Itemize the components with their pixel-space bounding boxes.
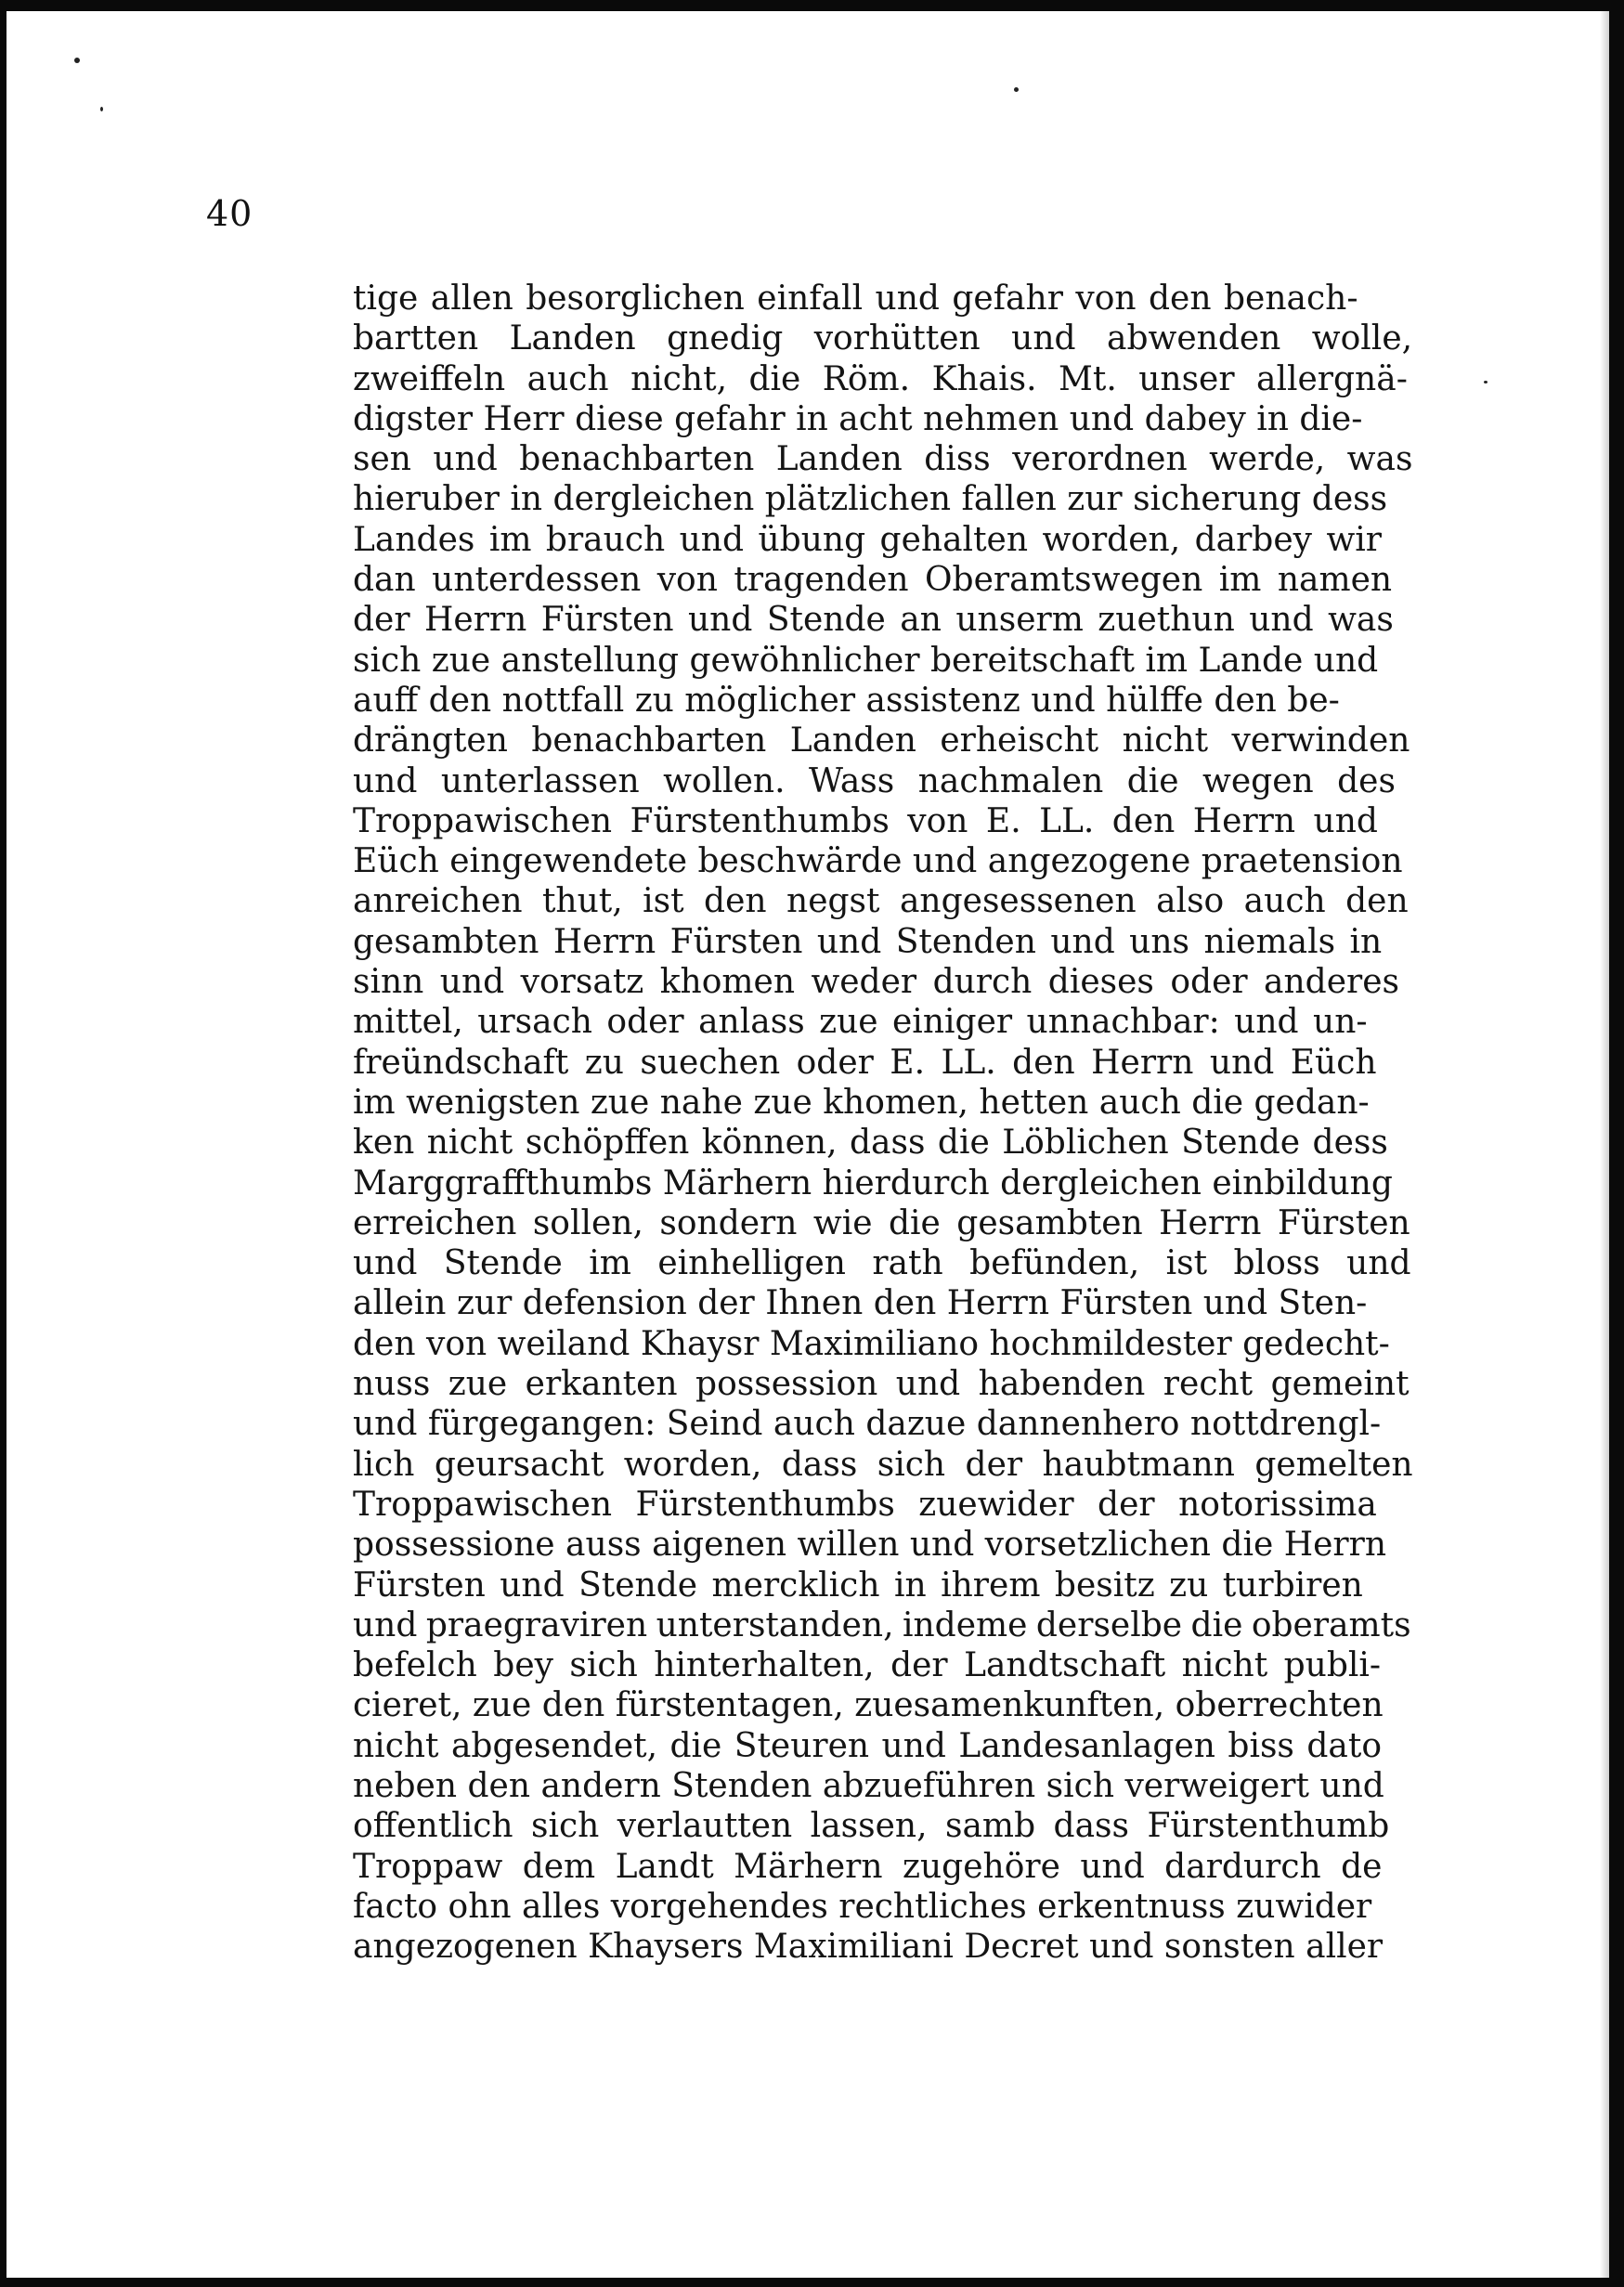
- text-line: zweiffeln auch nicht, die Röm. Khais. Mt. unser allergnä-: [353, 359, 1408, 398]
- text-line: und Stende im einhelligen rath befünden, ist bloss und: [353, 1244, 1411, 1283]
- page-edge-shadow: [1600, 11, 1609, 2278]
- text-line: cieret, zue den fürstentagen, zuesamenkunften, oberrechten: [353, 1686, 1384, 1725]
- scan-speck: [1484, 381, 1488, 383]
- text-line: und praegraviren unterstanden, indeme derselbe die oberamts: [353, 1605, 1411, 1644]
- text-line: possessione auss aigenen willen und vorsetzlichen die Herrn: [353, 1526, 1387, 1565]
- text-line: freündschaft zu suechen oder E. LL. den Herrn und Eüch: [353, 1043, 1377, 1082]
- text-line: drängten benachbarten Landen erheischt nicht verwinden: [353, 721, 1410, 760]
- text-line: Landes im brauch und übung gehalten worden, darbey wir: [353, 520, 1382, 559]
- page-number: 40: [206, 193, 253, 234]
- text-line: facto ohn alles vorgehendes rechtliches erkentnuss zuwider: [353, 1887, 1372, 1926]
- text-line: ken nicht schöpffen können, dass die Löblichen Stende dess: [353, 1124, 1388, 1163]
- text-line: dan unterdessen von tragenden Oberamtswegen im namen: [353, 561, 1393, 600]
- text-line: sinn und vorsatz khomen weder durch dieses oder anderes: [353, 963, 1400, 1002]
- text-line: sen und benachbarten Landen diss verordnen werde, was: [353, 440, 1413, 479]
- text-line: der Herrn Fürsten und Stende an unserm zuethun und was: [353, 601, 1394, 640]
- text-line: mittel, ursach oder anlass zue einiger unnachbar: und un-: [353, 1003, 1368, 1042]
- text-line: lich geursacht worden, dass sich der haubtmann gemelten: [353, 1445, 1413, 1484]
- text-line: neben den andern Stenden abzueführen sich verweigert und: [353, 1766, 1384, 1805]
- text-line: angezogenen Khaysers Maximiliani Decret und sonsten aller: [353, 1928, 1384, 1967]
- text-line: nicht abgesendet, die Steuren und Landesanlagen biss dato: [353, 1726, 1382, 1765]
- text-line: Troppawischen Fürstenthumbs zuewider der notorissima: [353, 1485, 1377, 1524]
- text-line: den von weiland Khaysr Maximiliano hochmildester gedecht-: [353, 1324, 1390, 1363]
- text-line: Troppawischen Fürstenthumbs von E. LL. den Herrn und: [353, 801, 1378, 840]
- scan-speck: [100, 107, 103, 111]
- text-line: sich zue anstellung gewöhnlicher bereitschaft im Lande und: [353, 641, 1379, 680]
- text-line: erreichen sollen, sondern wie die gesambten Herrn Fürsten: [353, 1203, 1410, 1242]
- text-line: nuss zue erkanten possession und habenden recht gemeint: [353, 1365, 1410, 1404]
- text-line: anreichen thut, ist den negst angesessenen also auch den: [353, 882, 1409, 921]
- text-line: Eüch eingewendete beschwärde und angezogene praetension: [353, 842, 1403, 881]
- text-line: im wenigsten zue nahe zue khomen, hetten auch die gedan-: [353, 1083, 1370, 1122]
- text-line: bartten Landen gnedig vorhütten und abwenden wolle,: [353, 319, 1413, 358]
- text-line: tige allen besorglichen einfall und gefahr von den benach-: [353, 279, 1358, 318]
- scan-speck: [74, 58, 80, 63]
- text-line: auff den nottfall zu möglicher assistenz und hülffe den be-: [353, 681, 1340, 720]
- text-line: Fürsten und Stende mercklich in ihrem besitz zu turbiren: [353, 1566, 1363, 1605]
- scan-speck: [1014, 87, 1019, 92]
- text-line: gesambten Herrn Fürsten und Stenden und uns niemals in: [353, 922, 1383, 961]
- text-line: Marggraffthumbs Märhern hierdurch dergleichen einbildung: [353, 1163, 1393, 1202]
- text-line: und fürgegangen: Seind auch dazue dannenhero nottdrengl-: [353, 1405, 1382, 1444]
- text-line: hieruber in dergleichen plätzlichen fallen zur sicherung dess: [353, 480, 1388, 519]
- text-line: digster Herr diese gefahr in acht nehmen und dabey in die-: [353, 399, 1363, 438]
- text-line: Troppaw dem Landt Märhern zugehöre und dardurch de: [353, 1847, 1383, 1886]
- text-line: befelch bey sich hinterhalten, der Landtschaft nicht publi-: [353, 1646, 1382, 1685]
- text-line: offentlich sich verlautten lassen, samb dass Fürstenthumb: [353, 1807, 1390, 1846]
- body-text: [353, 279, 1413, 1967]
- text-line: allein zur defension der Ihnen den Herrn Fürsten und Sten-: [353, 1284, 1368, 1323]
- text-line: und unterlassen wollen. Wass nachmalen die wegen des: [353, 761, 1396, 800]
